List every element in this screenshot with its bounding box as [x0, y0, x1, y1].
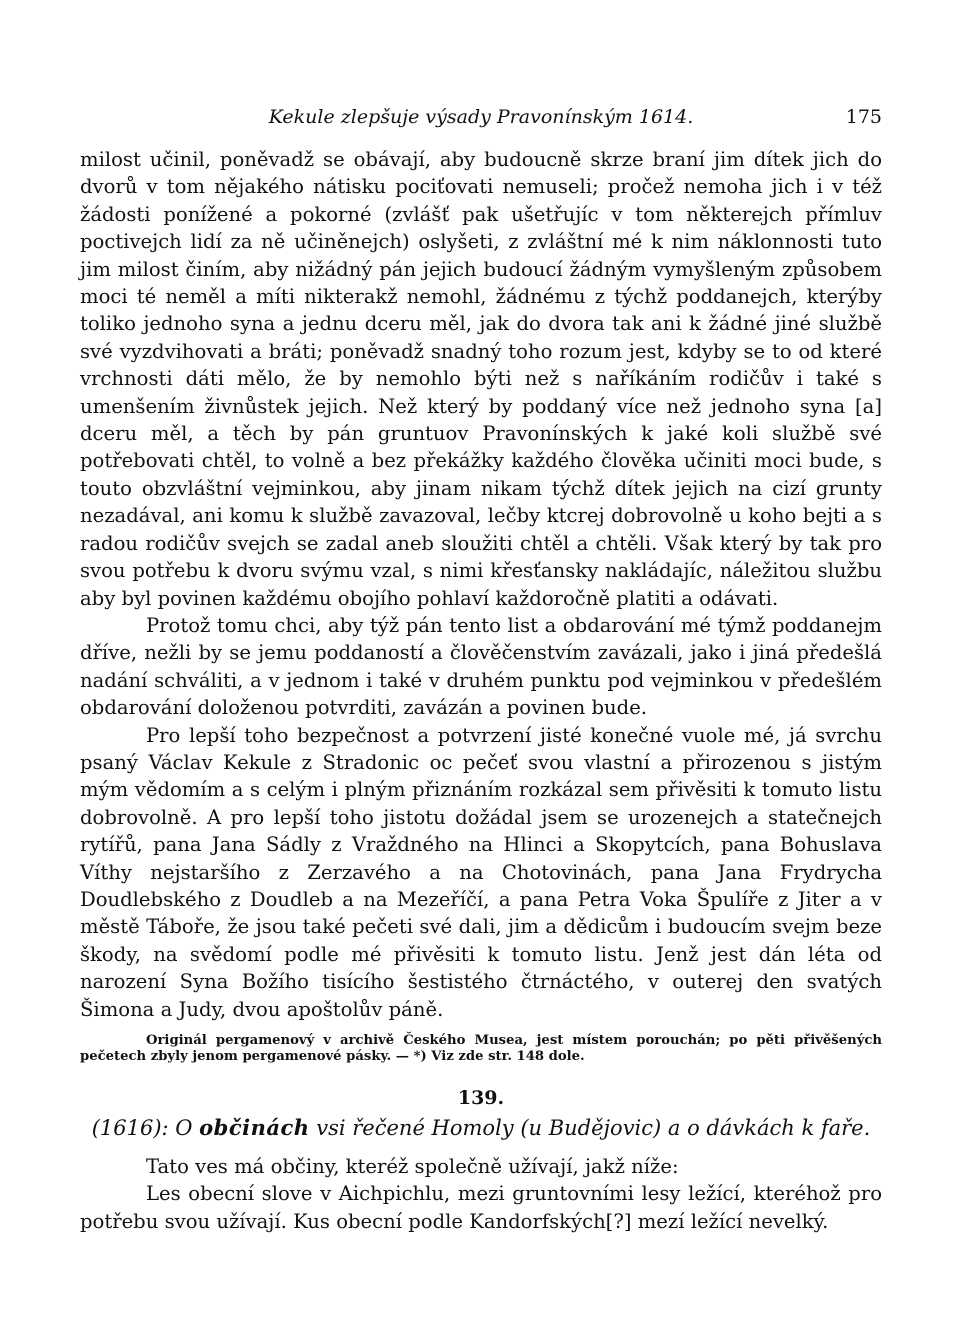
page-number: 175	[845, 106, 882, 128]
footnote: Originál pergamenový v archivě Českého Musea, jest místem porouchán; po pěti přivěšených pečetech zbyly jenom pergamenové pásky. — *) Viz zde str. 148 dole.	[80, 1033, 882, 1064]
heading-prefix: (1616): O	[91, 1116, 200, 1140]
document-number: 139.	[457, 1087, 505, 1109]
paragraph-continued: milost učinil, poněvadž se obávají, aby budoucně skrze braní jim dítek jich do dvorů v tom nějakého nátisku pociťovati nemuseli; pročež nemoha jich i v též žádosti ponížené a pokorné (zvlášť pak ušetřujíc v tom některejch přímluv poctivejch lidí za ně učiněnejch) oslyšeti, z zvláštní mé k nim náklonnosti tuto jim milost činím, aby nižádný pán jejich budoucí žádným vymyšleným způsobem moci té neměl a míti nikterakž nemohl, žádnému z týchž poddanejch, kterýby toliko jednoho syna a jednu dceru měl, jak do dvora tak ani k žádné jiné službě své vyzdvihovati a bráti; poněvadž snadný toho rozum jest, kdyby se to od které vrchnosti dáti mělo, že by nemohlo býti než s naříkáním rodičův i také s umenšením živnůstek jejich. Než který by poddaný více než jednoho syna [a] dceru měl, a těch by pán gruntuov Pravonínských k jaké koli službě své potřebovati chtěl, to volně a bez překážky každého člověka učiniti moci bude, s touto obzvláštní vejminkou, aby jinam nikam týchž dítek jejich na cizí grunty nezadával, ani komu k službě zavazoval, lečby ktcrej dobrovolně u koho bejti a s radou rodičův svejch se zadal aneb sloužiti chtěl a chtěli. Však který by tak pro svou potřebu k dvoru svýmu vzal, s nimi křesťansky nakládajíc, náležitou službu aby byl povinen každému obojího pohlaví každoročně platiti a odávati.	[80, 148, 882, 610]
heading-emphasis: občinách	[199, 1115, 310, 1140]
running-title: Kekule zlepšuje výsady Pravonínským 1614.	[268, 106, 694, 128]
paragraph-seal: Pro lepší toho bezpečnost a potvrzení jisté konečné vuole mé, já svrchu psaný Václav Kekule z Stradonic oc pečeť svou vlastní a přirozenou s jistým mým vědomím a s celým i plným přiznáním rozkázal sem přivěsiti k tomuto listu dobrovolně. A pro lepší toho jistotu dožádal jsem se urozenejch a statečnejch rytířů, pana Jana Sádly z Vraždného na Hlinci a Skopytcích, pana Bohuslava Víthy nejstaršího z Zerzavého a na Chotovinách, pana Jana Frydrycha Doudlebského z Doudleb a na Mezeříčí, a pana Petra Voka Špulíře z Jiter a v městě Táboře, že jsou také pečeti své dali, jim a dědicům i budoucím svejm beze škody, na svědomí podle mé přivěsiti k tomuto listu. Jenž jest dán léta od narození Syna Božího tisícího šestistého čtrnáctého, v outerej den svatých Šimona a Judy, dvou apoštolův páně.	[80, 723, 882, 1021]
document-paragraph-forest: Les obecní slove v Aichpichlu, mezi gruntovními lesy ležící, kteréhož pro potřebu svou užívají. Kus obecní podle Kandorfských[?] mezí ležící nevelký.	[80, 1182, 882, 1233]
document-heading	[80, 1113, 882, 1143]
page-body	[80, 146, 882, 1235]
page-header	[80, 103, 882, 131]
heading-suffix: vsi řečené Homoly (u Budějovic) a o dávkách k faře.	[309, 1116, 871, 1140]
document-paragraph-intro: Tato ves má občiny, kteréž společně užívají, jakž níže:	[146, 1155, 679, 1178]
paragraph-confirmation: Protož tomu chci, aby týž pán tento list a obdarování mé týmž poddanejm dříve, nežli by se jemu poddaností a člověčenstvím zavázali, jako i jiná předešlá nadání schváliti, a v jednom i také v druhém punktu pod vejminkou v předešlém obdarování doloženou potvrditi, zavázán a povinen bude.	[80, 613, 882, 720]
